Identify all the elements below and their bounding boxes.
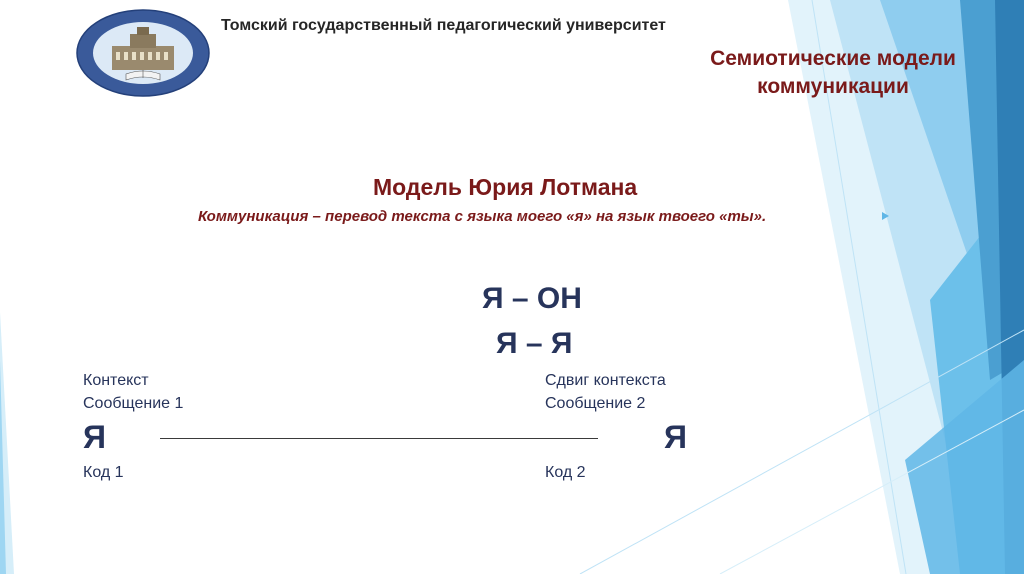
left-subject-label: Я [83, 419, 106, 455]
right-context-label: Сдвиг контекста [545, 372, 666, 389]
communication-line [160, 438, 598, 439]
right-subject-label: Я [664, 419, 687, 455]
course-title-line-2: коммуникации [757, 75, 909, 98]
left-context-label: Контекст [83, 372, 149, 389]
right-message-label: Сообщение 2 [545, 395, 646, 412]
left-code-label: Код 1 [83, 464, 124, 481]
university-logo [74, 8, 212, 98]
left-message-label: Сообщение 1 [83, 395, 184, 412]
course-title-line-1: Семиотические модели [710, 47, 956, 70]
slide-title: Модель Юрия Лотмана [373, 174, 638, 200]
university-name: Томский государственный педагогический университет [221, 17, 666, 34]
right-code-label: Код 2 [545, 464, 586, 481]
formula-line-1: Я – ОН [482, 282, 582, 315]
slide-subtitle: Коммуникация – перевод текста с языка моего «я» на язык твоего «ты». [198, 208, 767, 225]
formula-line-2: Я – Я [496, 327, 573, 360]
course-title [640, 45, 1024, 101]
